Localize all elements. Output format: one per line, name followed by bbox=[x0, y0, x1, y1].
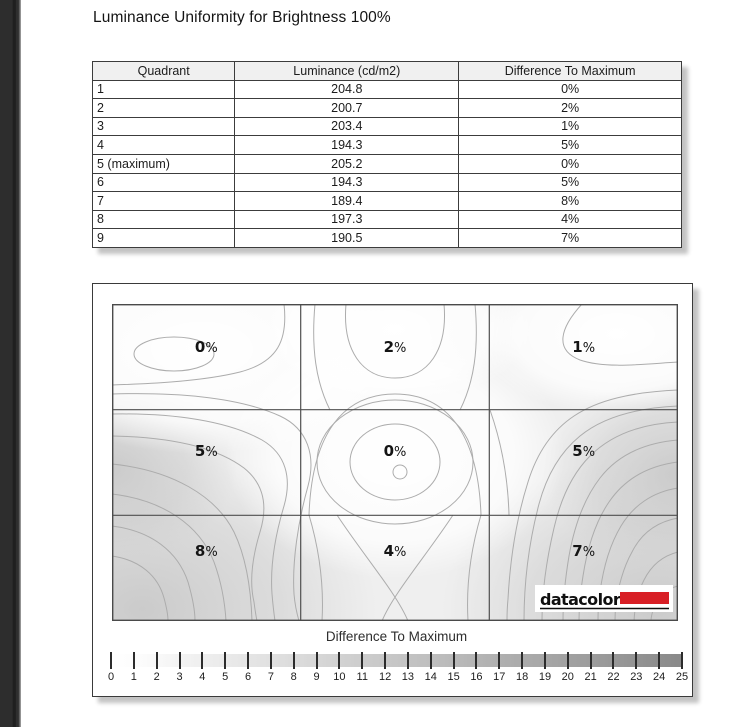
colorbar-tick bbox=[224, 652, 226, 669]
colorbar-tick-label: 6 bbox=[244, 671, 252, 683]
quadrant-cell: 9 bbox=[93, 229, 235, 248]
colorbar-tick-label: 8 bbox=[290, 671, 297, 683]
colorbar bbox=[111, 652, 682, 669]
quadrant-cell: 2 bbox=[93, 99, 235, 118]
uniformity-table-header bbox=[93, 62, 682, 81]
colorbar-title: Difference To Maximum bbox=[325, 629, 468, 644]
quadrant-cell: 7 bbox=[93, 192, 235, 211]
grid-cell-label: 1% bbox=[572, 338, 596, 356]
colorbar-tick bbox=[293, 652, 295, 669]
grid-cell-label: 2% bbox=[383, 338, 407, 356]
grid-cell-label: 7% bbox=[572, 542, 596, 560]
grid-cell-label: 5% bbox=[572, 442, 596, 460]
quadrant-cell: 3 bbox=[93, 117, 235, 136]
difference-cell: 5% bbox=[459, 173, 682, 192]
colorbar-tick-label: 5 bbox=[222, 671, 229, 683]
luminance-cell: 189.4 bbox=[235, 192, 459, 211]
luminance-cell: 194.3 bbox=[235, 173, 459, 192]
colorbar-tick-label: 25 bbox=[675, 671, 689, 683]
luminance-cell: 190.5 bbox=[235, 229, 459, 248]
table-row bbox=[93, 210, 682, 229]
uniformity-table-body bbox=[93, 80, 682, 247]
colorbar-tick-label: 19 bbox=[538, 671, 552, 683]
difference-cell: 0% bbox=[459, 154, 682, 173]
colorbar-tick bbox=[521, 652, 523, 669]
header-luminance: Luminance (cd/m2) bbox=[235, 62, 459, 81]
table-row bbox=[93, 154, 682, 173]
colorbar-tick bbox=[407, 652, 409, 669]
colorbar-tick-label: 21 bbox=[584, 671, 597, 683]
contour-plot bbox=[112, 304, 678, 621]
grid-cell-label: 8% bbox=[194, 542, 218, 560]
colorbar-tick bbox=[201, 652, 203, 669]
table-row bbox=[93, 99, 682, 118]
difference-cell: 2% bbox=[459, 99, 682, 118]
colorbar-tick bbox=[475, 652, 477, 669]
colorbar-tick-label: 20 bbox=[561, 671, 574, 683]
colorbar-tick bbox=[681, 652, 683, 669]
difference-cell: 7% bbox=[459, 229, 682, 248]
colorbar-tick-label: 17 bbox=[493, 671, 506, 683]
colorbar-tick-label: 13 bbox=[401, 671, 415, 683]
colorbar-tick bbox=[270, 652, 272, 669]
table-row bbox=[93, 229, 682, 248]
difference-cell: 0% bbox=[459, 80, 682, 99]
uniformity-plot-box bbox=[92, 283, 693, 697]
datacolor-logo-red-bar bbox=[620, 592, 669, 604]
colorbar-tick bbox=[384, 652, 386, 669]
colorbar-tick-label: 0 bbox=[107, 671, 115, 683]
colorbar-tick bbox=[498, 652, 500, 669]
colorbar-tick-label: 23 bbox=[630, 671, 643, 683]
table-row bbox=[93, 117, 682, 136]
colorbar-tick-label: 2 bbox=[153, 671, 160, 683]
table-row bbox=[93, 173, 682, 192]
difference-cell: 5% bbox=[459, 136, 682, 155]
colorbar-tick bbox=[612, 652, 614, 669]
colorbar-tick bbox=[316, 652, 318, 669]
colorbar-tick-label: 9 bbox=[313, 671, 320, 683]
quadrant-cell: 4 bbox=[93, 136, 235, 155]
luminance-cell: 197.3 bbox=[235, 210, 459, 229]
colorbar-tick-label: 15 bbox=[447, 671, 460, 683]
colorbar-tick-label: 1 bbox=[130, 671, 137, 683]
difference-cell: 1% bbox=[459, 117, 682, 136]
page-title: Luminance Uniformity for Brightness 100% bbox=[93, 9, 391, 26]
colorbar-tick bbox=[247, 652, 249, 669]
colorbar-tick-label: 18 bbox=[515, 671, 529, 683]
uniformity-table bbox=[92, 61, 682, 248]
luminance-cell: 200.7 bbox=[235, 99, 459, 118]
colorbar-tick-label: 4 bbox=[199, 671, 206, 683]
luminance-cell: 194.3 bbox=[235, 136, 459, 155]
colorbar-tick-label: 3 bbox=[176, 671, 183, 683]
colorbar-tick bbox=[430, 652, 432, 669]
grid-cell-label: 0% bbox=[383, 442, 407, 460]
quadrant-cell: 6 bbox=[93, 173, 235, 192]
datacolor-logo-text: datacolor bbox=[540, 590, 621, 609]
table-row bbox=[93, 136, 682, 155]
colorbar-tick bbox=[658, 652, 660, 669]
colorbar-tick-label: 11 bbox=[356, 671, 368, 683]
table-row bbox=[93, 192, 682, 211]
colorbar-tick bbox=[156, 652, 158, 669]
colorbar-tick bbox=[361, 652, 363, 669]
grid-cell-label: 0% bbox=[194, 338, 218, 356]
colorbar-tick bbox=[453, 652, 455, 669]
table-row bbox=[93, 80, 682, 99]
colorbar-tick bbox=[110, 652, 112, 669]
luminance-cell: 203.4 bbox=[235, 117, 459, 136]
colorbar-tick bbox=[338, 652, 340, 669]
quadrant-cell: 5 (maximum) bbox=[93, 154, 235, 173]
colorbar-tick bbox=[567, 652, 569, 669]
colorbar-tick-label: 10 bbox=[333, 671, 346, 683]
difference-cell: 8% bbox=[459, 192, 682, 211]
colorbar-tick-label: 22 bbox=[607, 671, 620, 683]
grid-cell-label: 4% bbox=[383, 542, 407, 560]
colorbar-tick-label: 24 bbox=[653, 671, 666, 683]
colorbar-tick-label: 12 bbox=[378, 671, 392, 683]
colorbar-tick-label: 7 bbox=[267, 671, 274, 683]
luminance-cell: 204.8 bbox=[235, 80, 459, 99]
colorbar-tick bbox=[635, 652, 637, 669]
colorbar-gradient bbox=[111, 654, 682, 667]
difference-cell: 4% bbox=[459, 210, 682, 229]
colorbar-tick-label: 14 bbox=[424, 671, 437, 683]
datacolor-logo bbox=[535, 585, 673, 612]
colorbar-tick bbox=[133, 652, 135, 669]
colorbar-tick bbox=[179, 652, 181, 669]
grid-cell-label: 5% bbox=[194, 442, 218, 460]
colorbar-tick bbox=[544, 652, 546, 669]
quadrant-cell: 1 bbox=[93, 80, 235, 99]
window-edge-bar bbox=[0, 0, 21, 727]
header-quadrant: Quadrant bbox=[93, 62, 235, 81]
header-difference: Difference To Maximum bbox=[459, 62, 682, 81]
colorbar-tick-label: 16 bbox=[470, 671, 483, 683]
luminance-cell: 205.2 bbox=[235, 154, 459, 173]
colorbar-tick bbox=[590, 652, 592, 669]
quadrant-cell: 8 bbox=[93, 210, 235, 229]
colorbar-tick-labels bbox=[107, 671, 689, 685]
